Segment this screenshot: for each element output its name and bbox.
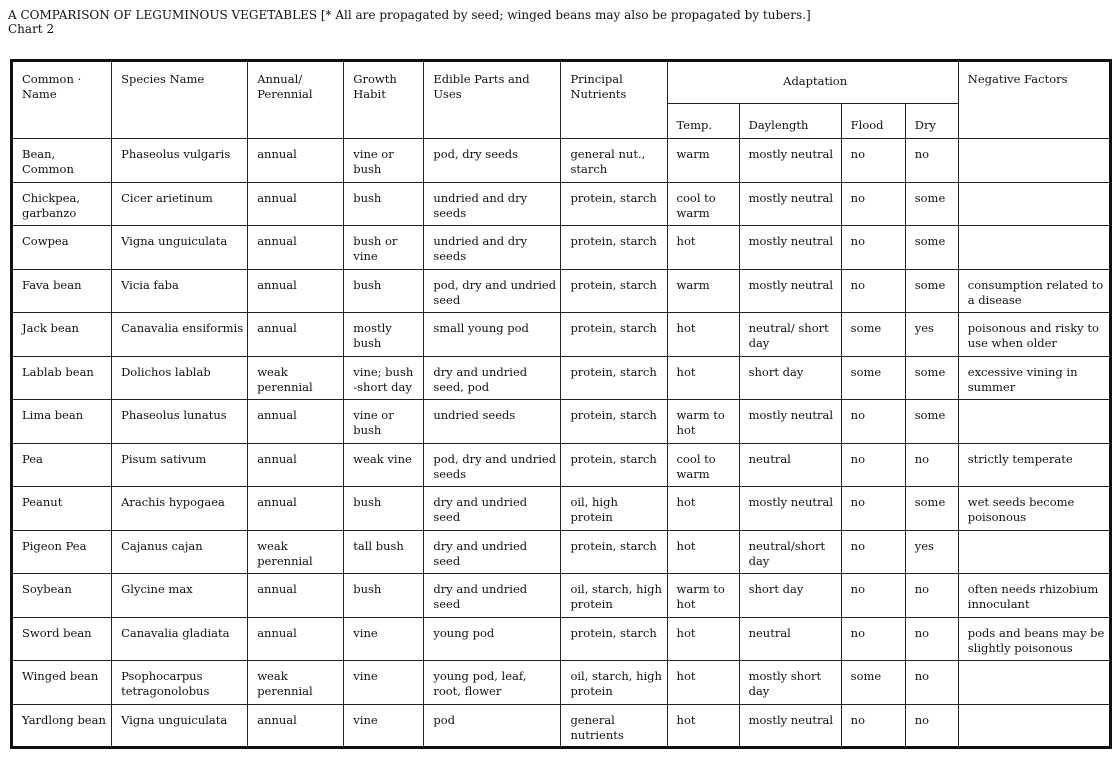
cell-nutrients: oil, high protein (561, 487, 667, 531)
cell-edible: pod, dry and undried seed (424, 269, 561, 313)
header-dry: Dry (905, 104, 958, 139)
cell-daylength: mostly neutral (739, 139, 841, 183)
cell-dry: no (905, 139, 958, 183)
cell-flood: no (841, 443, 905, 487)
cell-nutrients: protein, starch (561, 400, 667, 444)
cell-nutrients: protein, starch (561, 269, 667, 313)
cell-dry: no (905, 704, 958, 748)
cell-species: Canavalia ensiformis (112, 313, 248, 357)
cell-flood: no (841, 139, 905, 183)
cell-negative: wet seeds become poisonous (958, 487, 1110, 531)
cell-flood: no (841, 226, 905, 270)
cell-edible: undried seeds (424, 400, 561, 444)
cell-common: Sword bean (12, 617, 112, 661)
cell-growth: vine (344, 617, 424, 661)
cell-common: Fava bean (12, 269, 112, 313)
cell-dry: yes (905, 313, 958, 357)
cell-daylength: mostly neutral (739, 400, 841, 444)
cell-negative (958, 400, 1110, 444)
header-adaptation: Adaptation (667, 61, 958, 104)
cell-dry: some (905, 182, 958, 226)
cell-edible: dry and undried seed (424, 530, 561, 574)
cell-edible: pod, dry and undried seeds (424, 443, 561, 487)
table-row (12, 313, 1111, 357)
cell-temp: hot (667, 661, 739, 705)
cell-temp: warm to hot (667, 574, 739, 618)
cell-dry: some (905, 487, 958, 531)
cell-negative: often needs rhizobium innoculant (958, 574, 1110, 618)
cell-dry: some (905, 400, 958, 444)
table-row (12, 226, 1111, 270)
cell-negative (958, 661, 1110, 705)
cell-annual: weak perennial (248, 661, 344, 705)
cell-daylength: short day (739, 574, 841, 618)
cell-negative (958, 182, 1110, 226)
header-negative-factors: Negative Factors (958, 61, 1110, 139)
cell-edible: dry and undried seed (424, 574, 561, 618)
cell-nutrients: oil, starch, high protein (561, 661, 667, 705)
cell-common: Pigeon Pea (12, 530, 112, 574)
table-row (12, 487, 1111, 531)
cell-dry: no (905, 574, 958, 618)
cell-species: Phaseolus vulgaris (112, 139, 248, 183)
cell-edible: pod, dry seeds (424, 139, 561, 183)
cell-annual: annual (248, 269, 344, 313)
cell-nutrients: oil, starch, high protein (561, 574, 667, 618)
cell-nutrients: protein, starch (561, 226, 667, 270)
cell-species: Dolichos lablab (112, 356, 248, 400)
cell-dry: some (905, 356, 958, 400)
table-row (12, 574, 1111, 618)
cell-common: Chickpea, garbanzo (12, 182, 112, 226)
header-species-name: Species Name (112, 61, 248, 139)
cell-common: Jack bean (12, 313, 112, 357)
table-row (12, 530, 1111, 574)
cell-edible: undried and dry seeds (424, 226, 561, 270)
cell-negative: poisonous and risky to use when older (958, 313, 1110, 357)
header-annual-perennial: Annual/ Perennial (248, 61, 344, 139)
table-row (12, 139, 1111, 183)
cell-negative: excessive vining in summer (958, 356, 1110, 400)
cell-nutrients: protein, starch (561, 443, 667, 487)
cell-species: Phaseolus lunatus (112, 400, 248, 444)
cell-temp: hot (667, 487, 739, 531)
cell-flood: no (841, 400, 905, 444)
cell-annual: annual (248, 443, 344, 487)
cell-species: Vigna unguiculata (112, 226, 248, 270)
cell-temp: hot (667, 226, 739, 270)
cell-species: Cicer arietinum (112, 182, 248, 226)
cell-dry: no (905, 617, 958, 661)
cell-dry: some (905, 226, 958, 270)
cell-species: Arachis hypogaea (112, 487, 248, 531)
table-row (12, 443, 1111, 487)
cell-daylength: neutral (739, 617, 841, 661)
cell-nutrients: general nutrients (561, 704, 667, 748)
header-flood: Flood (841, 104, 905, 139)
table-row (12, 356, 1111, 400)
cell-growth: vine or bush (344, 139, 424, 183)
cell-daylength: mostly neutral (739, 226, 841, 270)
cell-growth: vine; bush -short day (344, 356, 424, 400)
cell-edible: dry and undried seed, pod (424, 356, 561, 400)
cell-annual: weak perennial (248, 530, 344, 574)
cell-annual: weak perennial (248, 356, 344, 400)
cell-flood: no (841, 617, 905, 661)
cell-species: Vigna unguiculata (112, 704, 248, 748)
cell-daylength: mostly short day (739, 661, 841, 705)
cell-daylength: short day (739, 356, 841, 400)
cell-species: Pisum sativum (112, 443, 248, 487)
cell-edible: small young pod (424, 313, 561, 357)
cell-negative: consumption related to a disease (958, 269, 1110, 313)
cell-temp: hot (667, 704, 739, 748)
cell-growth: vine or bush (344, 400, 424, 444)
cell-common: Lima bean (12, 400, 112, 444)
cell-temp: hot (667, 356, 739, 400)
header-temp: Temp. (667, 104, 739, 139)
cell-growth: bush (344, 574, 424, 618)
cell-daylength: neutral (739, 443, 841, 487)
cell-daylength: mostly neutral (739, 704, 841, 748)
cell-growth: bush (344, 182, 424, 226)
cell-negative (958, 704, 1110, 748)
cell-common: Cowpea (12, 226, 112, 270)
cell-annual: annual (248, 139, 344, 183)
cell-species: Glycine max (112, 574, 248, 618)
cell-temp: warm (667, 269, 739, 313)
cell-nutrients: protein, starch (561, 182, 667, 226)
cell-growth: mostly bush (344, 313, 424, 357)
cell-flood: some (841, 313, 905, 357)
cell-daylength: mostly neutral (739, 487, 841, 531)
cell-growth: bush (344, 269, 424, 313)
cell-annual: annual (248, 617, 344, 661)
cell-common: Lablab bean (12, 356, 112, 400)
cell-growth: weak vine (344, 443, 424, 487)
cell-annual: annual (248, 704, 344, 748)
cell-negative: strictly temperate (958, 443, 1110, 487)
cell-dry: some (905, 269, 958, 313)
cell-growth: bush (344, 487, 424, 531)
cell-temp: warm to hot (667, 400, 739, 444)
cell-negative (958, 139, 1110, 183)
cell-growth: vine (344, 704, 424, 748)
cell-species: Vicia faba (112, 269, 248, 313)
cell-negative (958, 530, 1110, 574)
cell-annual: annual (248, 226, 344, 270)
cell-common: Bean, Common (12, 139, 112, 183)
cell-flood: no (841, 704, 905, 748)
cell-growth: tall bush (344, 530, 424, 574)
cell-nutrients: protein, starch (561, 530, 667, 574)
header-daylength: Daylength (739, 104, 841, 139)
cell-dry: yes (905, 530, 958, 574)
cell-species: Cajanus cajan (112, 530, 248, 574)
header-growth-habit: Growth Habit (344, 61, 424, 139)
cell-edible: dry and undried seed (424, 487, 561, 531)
cell-annual: annual (248, 313, 344, 357)
cell-flood: no (841, 574, 905, 618)
cell-edible: young pod, leaf, root, flower (424, 661, 561, 705)
cell-flood: no (841, 182, 905, 226)
cell-growth: vine (344, 661, 424, 705)
chart-subtitle: Chart 2 (8, 22, 55, 36)
cell-nutrients: protein, starch (561, 313, 667, 357)
cell-daylength: mostly neutral (739, 269, 841, 313)
cell-annual: annual (248, 400, 344, 444)
legume-comparison-table (10, 59, 1112, 749)
cell-annual: annual (248, 182, 344, 226)
cell-temp: hot (667, 617, 739, 661)
cell-common: Soybean (12, 574, 112, 618)
cell-nutrients: protein, starch (561, 617, 667, 661)
cell-temp: cool to warm (667, 443, 739, 487)
cell-common: Peanut (12, 487, 112, 531)
cell-temp: cool to warm (667, 182, 739, 226)
cell-growth: bush or vine (344, 226, 424, 270)
cell-species: Canavalia gladiata (112, 617, 248, 661)
cell-annual: annual (248, 487, 344, 531)
cell-flood: some (841, 356, 905, 400)
cell-edible: undried and dry seeds (424, 182, 561, 226)
table-row (12, 269, 1111, 313)
cell-temp: hot (667, 313, 739, 357)
cell-dry: no (905, 661, 958, 705)
cell-negative: pods and beans may be slightly poisonous (958, 617, 1110, 661)
cell-flood: no (841, 530, 905, 574)
chart-title: A COMPARISON OF LEGUMINOUS VEGETABLES [* All are propagated by seed; winged beans may also be propagated by tubers.] (8, 8, 811, 22)
cell-common: Pea (12, 443, 112, 487)
cell-edible: young pod (424, 617, 561, 661)
cell-daylength: neutral/short day (739, 530, 841, 574)
header-principal-nutrients: Principal Nutrients (561, 61, 667, 139)
cell-daylength: neutral/ short day (739, 313, 841, 357)
cell-common: Yardlong bean (12, 704, 112, 748)
cell-edible: pod (424, 704, 561, 748)
cell-flood: no (841, 487, 905, 531)
cell-temp: warm (667, 139, 739, 183)
cell-flood: no (841, 269, 905, 313)
table-row (12, 400, 1111, 444)
header-edible-parts: Edible Parts and Uses (424, 61, 561, 139)
cell-nutrients: protein, starch (561, 356, 667, 400)
header-common-name: Common · Name (12, 61, 112, 139)
cell-temp: hot (667, 530, 739, 574)
cell-flood: some (841, 661, 905, 705)
cell-nutrients: general nut., starch (561, 139, 667, 183)
cell-negative (958, 226, 1110, 270)
table-row (12, 661, 1111, 705)
table-body (12, 139, 1111, 748)
cell-species: Psophocarpus tetragonolobus (112, 661, 248, 705)
table-row (12, 182, 1111, 226)
cell-common: Winged bean (12, 661, 112, 705)
cell-daylength: mostly neutral (739, 182, 841, 226)
table-row (12, 617, 1111, 661)
cell-annual: annual (248, 574, 344, 618)
cell-dry: no (905, 443, 958, 487)
table-row (12, 704, 1111, 748)
